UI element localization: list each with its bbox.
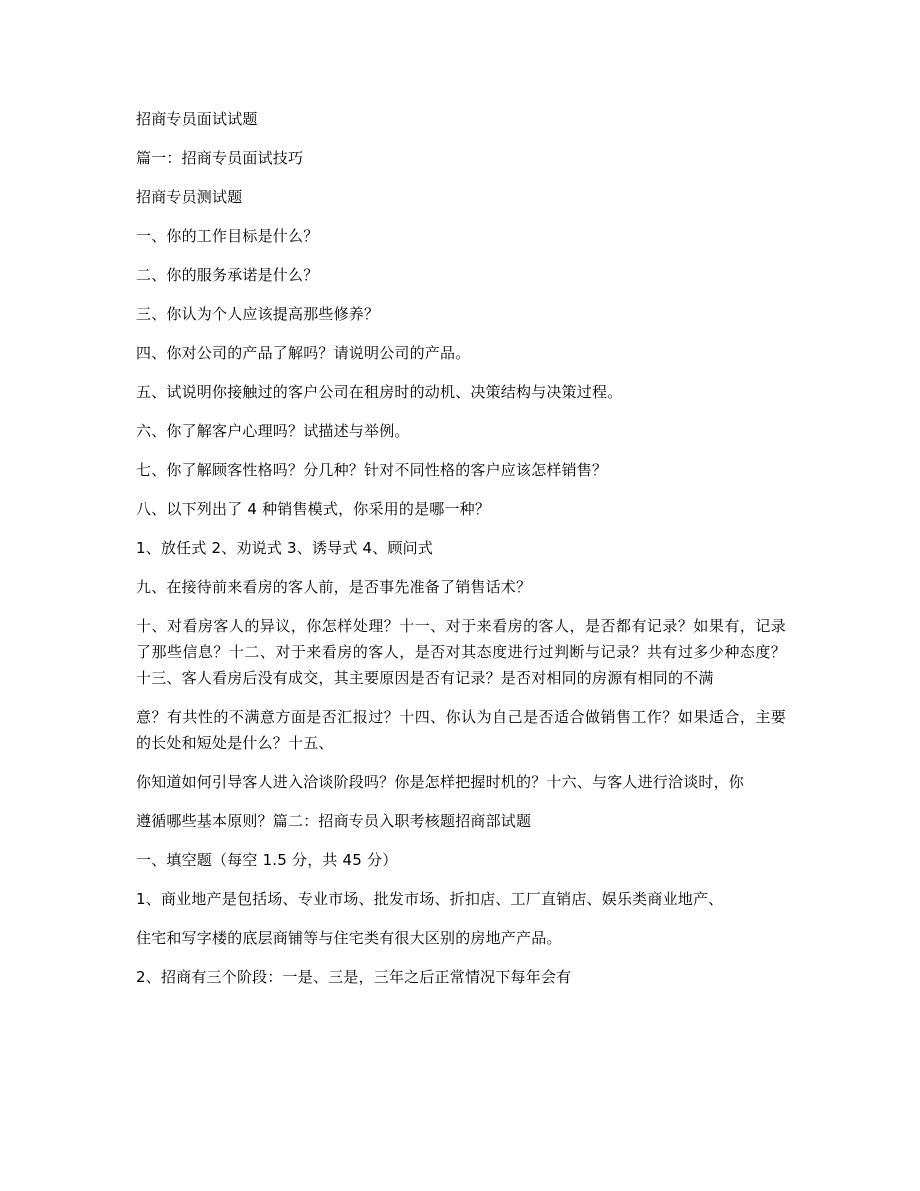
question-block: 意？有共性的不满意方面是否汇报过？十四、你认为自己是否适合做销售工作？如果适合，主要的长处和短处是什么？十五、 xyxy=(136,708,786,752)
fill-in-item-continued: 住宅和写字楼的底层商铺等与住宅类有很大区别的房地产产品。 xyxy=(136,929,562,947)
question-item: 一、你的工作目标是什么？ xyxy=(136,227,319,245)
fill-in-item: 1、商业地产是包括场、专业市场、批发市场、折扣店、工厂直销店、娱乐类商业地产、 xyxy=(136,890,724,908)
question-block: 遵循哪些基本原则？篇二：招商专员入职考核题招商部试题 xyxy=(136,812,532,830)
question-item: 七、你了解顾客性格吗？分几种？针对不同性格的客户应该怎样销售？ xyxy=(136,461,608,479)
fill-in-heading: 一、填空题（每空 1.5 分，共 45 分） xyxy=(136,851,398,869)
question-item: 四、你对公司的产品了解吗？请说明公司的产品。 xyxy=(136,344,471,362)
question-item: 六、你了解客户心理吗？试描述与举例。 xyxy=(136,422,410,440)
question-item: 八、以下列出了 4 种销售模式，你采用的是哪一种？ xyxy=(136,500,491,518)
question-item: 九、在接待前来看房的客人前，是否事先准备了销售话术？ xyxy=(136,578,532,596)
question-item: 二、你的服务承诺是什么？ xyxy=(136,266,319,284)
question-block: 你知道如何引导客人进入洽谈阶段吗？你是怎样把握时机的？十六、与客人进行洽谈时，你 xyxy=(136,773,745,791)
question-item: 五、试说明你接触过的客户公司在租房时的动机、决策结构与决策过程。 xyxy=(136,383,623,401)
document-body xyxy=(136,106,786,1003)
document-title: 招商专员面试试题 xyxy=(136,110,258,128)
fill-in-item: 2、招商有三个阶段：一是、三是，三年之后正常情况下每年会有 xyxy=(136,968,572,986)
question-item: 三、你认为个人应该提高那些修养？ xyxy=(136,305,380,323)
options-line: 1、放任式 2、劝说式 3、诱导式 4、顾问式 xyxy=(136,539,434,557)
question-block: 十、对看房客人的异议，你怎样处理？十一、对于来看房的客人，是否都有记录？如果有，记录了那些信息？十二、对于来看房的客人，是否对其态度进行过判断与记录？共有过多少种态度？十三、客人看房后没有成交，其主要原因是否有记录？是否对相同的房源有相同的不满 xyxy=(136,617,786,687)
subsection-heading: 招商专员测试题 xyxy=(136,188,243,206)
section-heading: 篇一：招商专员面试技巧 xyxy=(136,149,304,167)
